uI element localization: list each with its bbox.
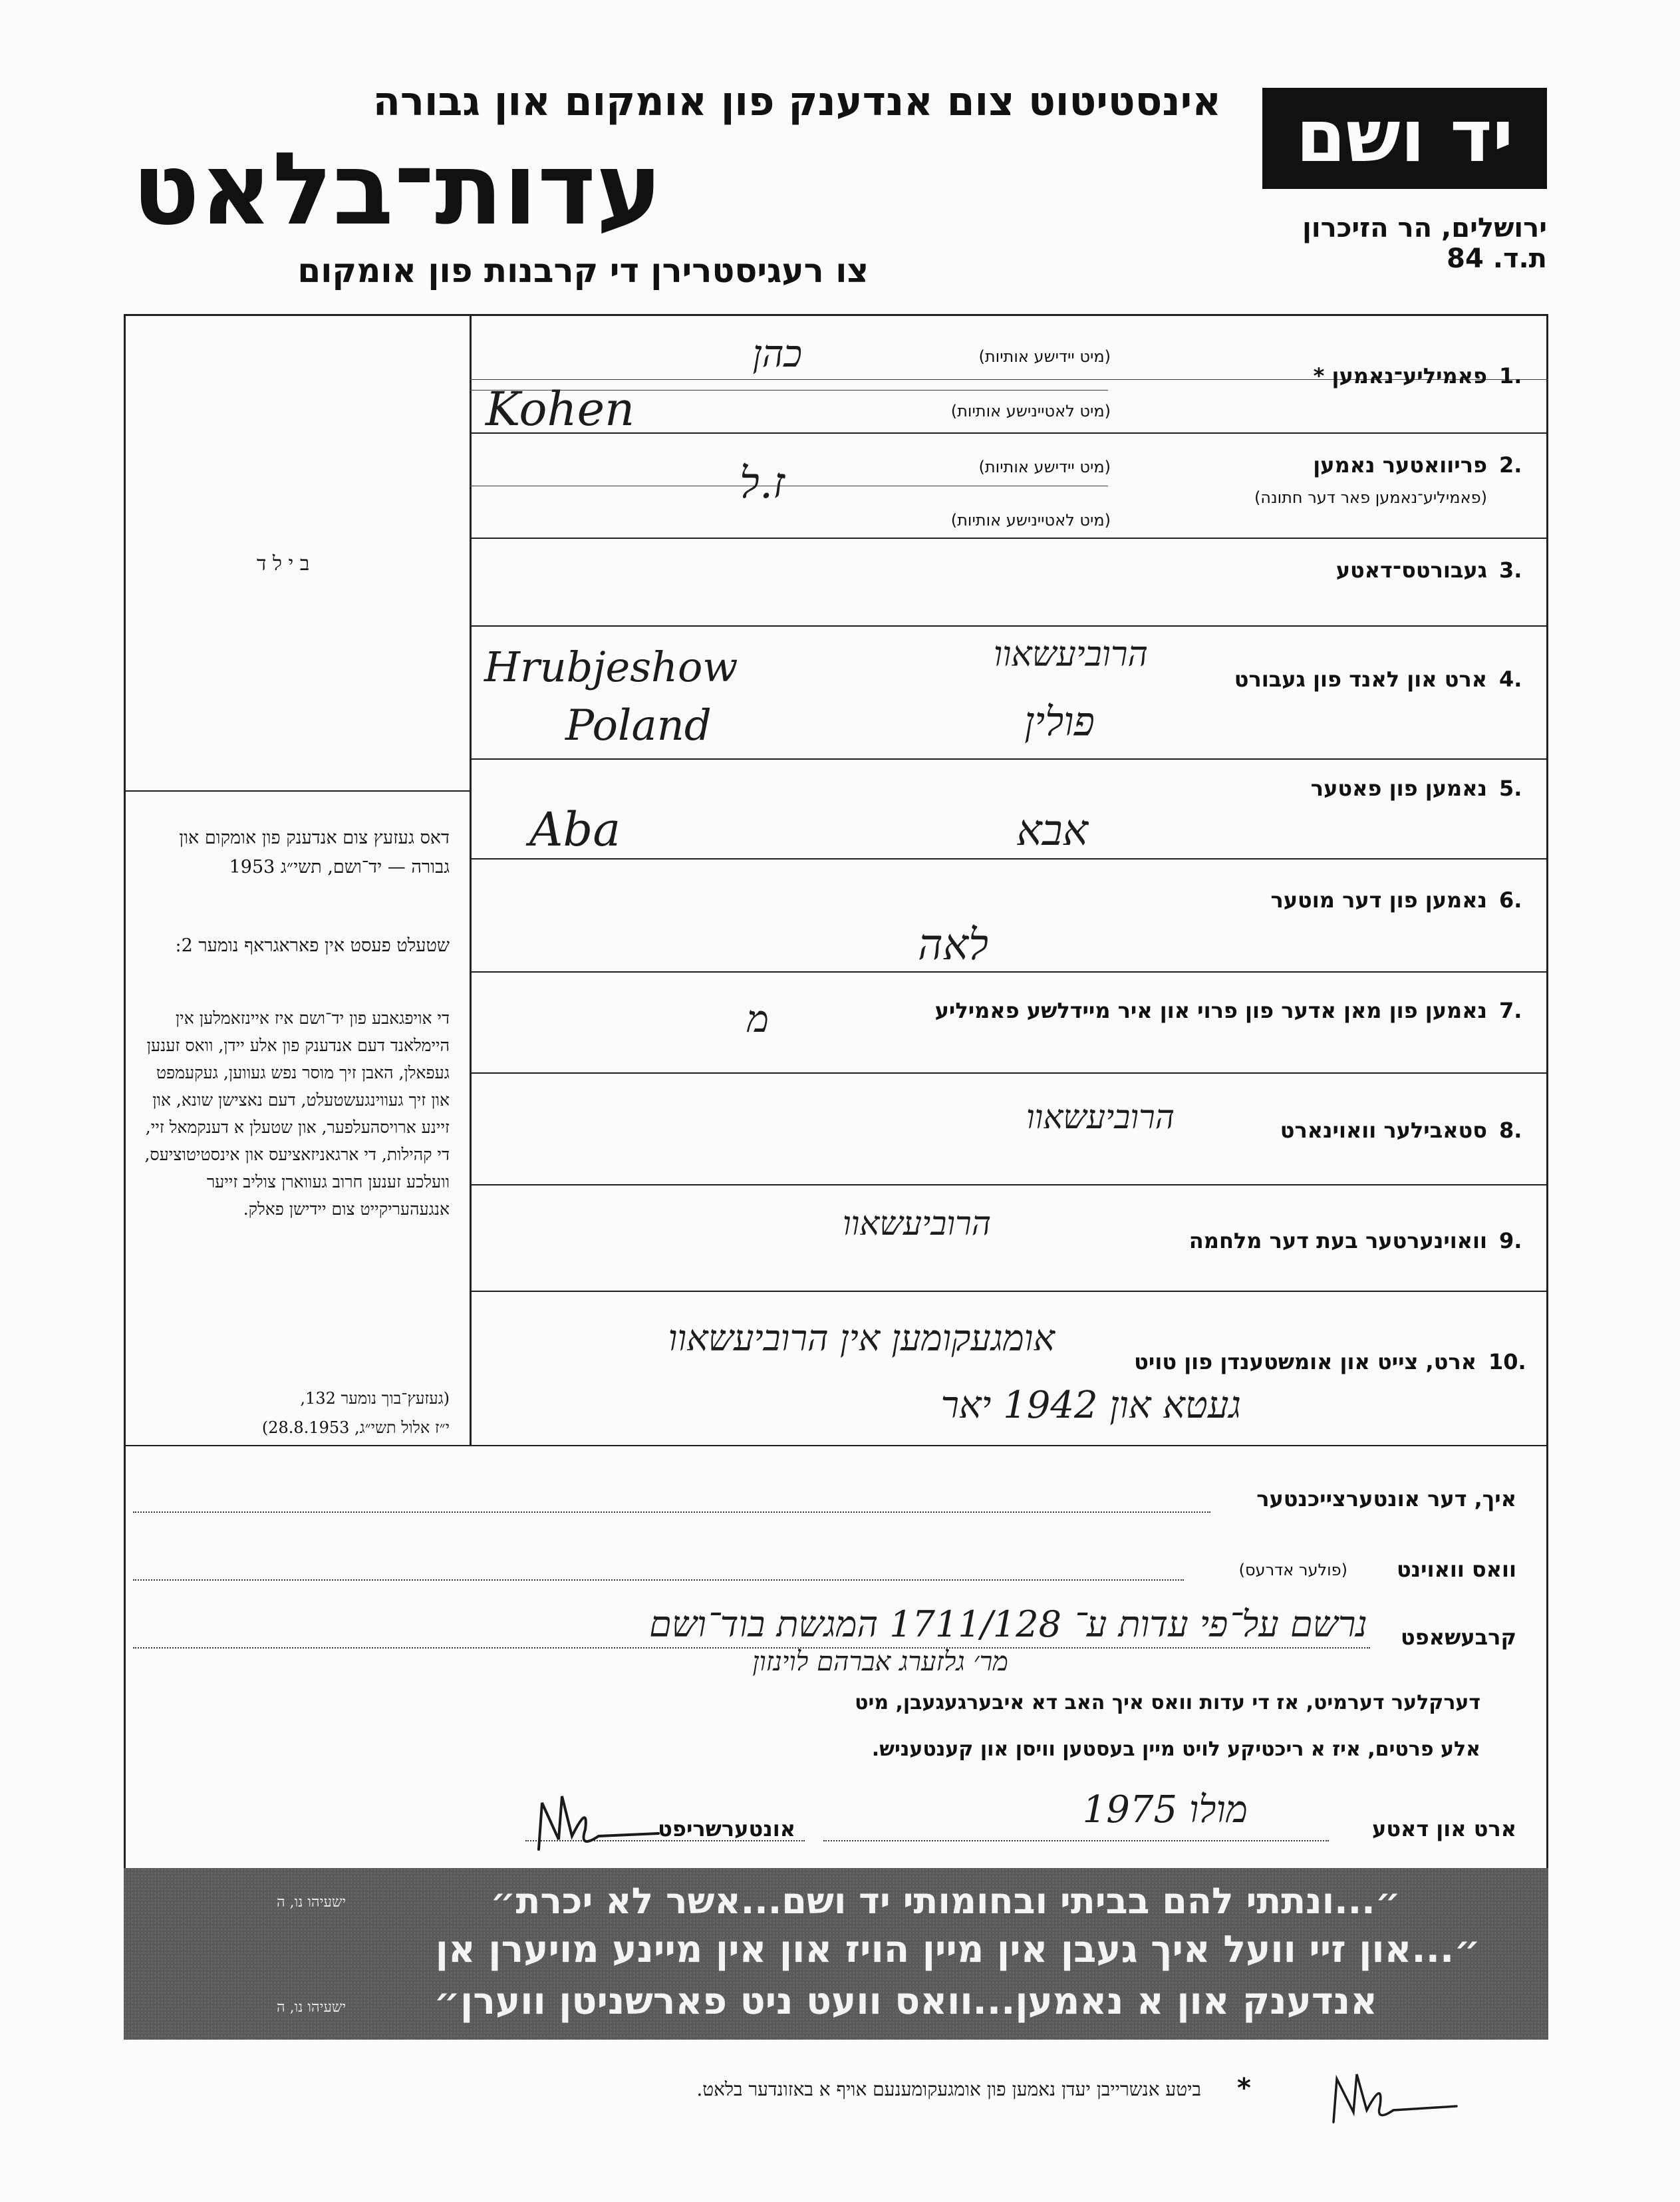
logo-text: יד ושם xyxy=(1296,95,1514,178)
field-1-number: 1. xyxy=(1499,363,1522,389)
field-8-value-hebrew[interactable]: הרוביעשאוו xyxy=(1026,1098,1175,1136)
footnote-text: ביטע אנשרייבן יעדן נאמען פון אומגעקומענעם אויף א באזונדער בלאט. xyxy=(696,2078,1201,2100)
law-para-3: די אויפגאבע פון יד־ושם איז איינזאמלען אין היימלאנד דעם אנדענק פון אלע יידן, וואס זענען געפאלן, האבן זיך מוסר נפש געווען, געקעמפט און זיך געווינגעשטעלט, דעם נאצישן שונא, און זיינע ארויסהעלפער, און שטעלן א דענקמאל זיי, די קהילות, די ארגאניזאציעס און אינסטיטוציעס, וועלכע זענען חרוב געווארן צוליב זייער אנגעהעריקייט צום יידישן פאלק. xyxy=(144,1009,450,1219)
field-10-number: 10. xyxy=(1488,1349,1526,1374)
address-line-2: ת.ד. 84 xyxy=(1447,243,1547,274)
field-4-value-hebrew-2[interactable]: פולין xyxy=(1024,699,1095,745)
field-2-yiddish-hint: (מיט יידישע אותיות) xyxy=(978,458,1111,476)
field-4-value-latin-2[interactable]: Poland xyxy=(565,701,712,750)
law-ref-1: (געזעץ־בוך נומער 132, xyxy=(300,1389,450,1408)
field-7-value-hebrew[interactable]: מ xyxy=(746,998,769,1041)
row-sep-4 xyxy=(470,758,1548,760)
field-2-label: פריוואטער נאמען xyxy=(1313,452,1487,478)
banner-line-2: ״...און זיי וועל איך געבן אין מיין הויז און אין מיינע מויערן אן xyxy=(435,1928,1480,1971)
field-5-value-latin[interactable]: Aba xyxy=(529,802,621,857)
law-ref-2: י״ז אלול תשי״ג, 28.8.1953) xyxy=(261,1418,450,1437)
relation-value-2[interactable]: מר׳ גלזערג אברהם לוינזון xyxy=(752,1647,1008,1677)
row-sep-10 xyxy=(124,1445,1548,1446)
field-1-yiddish-hint: (מיט יידישע אותיות) xyxy=(978,347,1111,366)
declaration-line-1: דערקלער דערמיט, אז די עדות וואס איך האב דא איבערגעגעבן, מיט xyxy=(855,1691,1480,1714)
form-title: עדות־בלאט xyxy=(132,132,662,247)
field-1-value-latin[interactable]: Kohen xyxy=(486,382,635,436)
relation-label: קרבעשאפט xyxy=(1401,1625,1516,1650)
field-5-value-hebrew[interactable]: אבא xyxy=(1016,806,1088,856)
field-6-value-hebrew[interactable]: לאה xyxy=(918,921,988,970)
field-8-number: 8. xyxy=(1499,1118,1522,1143)
row-sep-3 xyxy=(470,625,1548,627)
field-9-label: וואוינערטער בעת דער מלחמה xyxy=(1189,1228,1487,1253)
footnote-signature xyxy=(1324,2069,1463,2129)
photo-box-bottom xyxy=(124,790,470,792)
field-4-label: ארט און לאנד פון געבורט xyxy=(1234,667,1487,692)
banner-line-3: אנדענק און א נאמען...וואס וועט ניט פארשניטן ווערן״ xyxy=(434,1980,1377,2023)
banner-line-1: ״...ונתתי להם בביתי ובחומותי יד ושם...אשר לא יכרת״ xyxy=(490,1880,1401,1922)
law-para-1: דאס געזעץ צום אנדענק פון אומקום און גבורה — יד־ושם, תשי״ג 1953 xyxy=(179,828,450,877)
photo-label: ב י ל ד xyxy=(257,552,310,575)
field-4-number: 4. xyxy=(1499,667,1522,692)
field-1-value-hebrew[interactable]: כהן xyxy=(752,333,802,376)
relation-value[interactable]: נרשם על־פי עדות ע־ 1711/128 המגשת בוד־ושם xyxy=(649,1603,1367,1645)
field-2-number: 2. xyxy=(1499,452,1522,478)
witness-address-line[interactable] xyxy=(133,1579,1184,1581)
row-sep-5 xyxy=(470,858,1548,860)
field-6-number: 6. xyxy=(1499,887,1522,913)
field-1-latin-hint: (מיט לאטיינישע אותיות) xyxy=(950,402,1111,420)
field-3-label: געבורטס־דאטע xyxy=(1335,557,1487,583)
field-10-label: ארט, צייט און אומשטענדן פון טויט xyxy=(1134,1349,1476,1374)
signature-mark xyxy=(525,1790,678,1863)
place-date-value[interactable]: מולו 1975 xyxy=(1082,1788,1248,1831)
field-6-label: נאמען פון דער מוטער xyxy=(1270,887,1487,913)
field-8-label: סטאבילער וואוינארט xyxy=(1280,1118,1487,1143)
row-sep-2 xyxy=(470,538,1548,539)
row-sep-8 xyxy=(470,1184,1548,1185)
place-date-line[interactable] xyxy=(823,1840,1329,1841)
witness-name-label: איך, דער אונטערצייכנטער xyxy=(1256,1486,1516,1511)
field-2-note: (פאמיליע־נאמען פאר דער חתונה) xyxy=(1254,488,1487,507)
row-sep-9 xyxy=(470,1291,1548,1292)
yad-vashem-logo xyxy=(1262,88,1547,189)
field-4-value-latin[interactable]: Hrubjeshow xyxy=(484,643,738,691)
field-10-value-hebrew[interactable]: אומגעקומען אין הרוביעשאוו xyxy=(668,1317,1055,1359)
institute-title: אינסטיטוט צום אנדענק פון אומקום און גבורה xyxy=(372,79,1221,125)
witness-address-label: וואס וואוינט xyxy=(1396,1557,1516,1582)
law-para-2: שטעלט פעסט אין פאראגראף נומער 2: xyxy=(175,935,450,956)
field-5-number: 5. xyxy=(1499,776,1522,801)
place-date-label: ארט און דאטע xyxy=(1372,1816,1516,1841)
row-sep-6 xyxy=(470,971,1548,973)
relation-line[interactable] xyxy=(133,1647,1370,1649)
banner-source-1: ישעיהו נו, ה xyxy=(277,1894,347,1911)
field-5-label: נאמען פון פאטער xyxy=(1310,776,1487,801)
field-7-label: נאמען פון מאן אדער פון פרוי און איר מיידלשע פאמיליע xyxy=(934,998,1487,1023)
field-2-value-hebrew[interactable]: ז.ל xyxy=(739,459,785,508)
footnote-star: * xyxy=(1237,2073,1251,2104)
field-2-latin-hint: (מיט לאטיינישע אותיות) xyxy=(950,511,1111,530)
form-subtitle: צו רעגיסטרירן די קרבנות פון אומקום xyxy=(297,251,869,290)
field-1-label: פאמיליע־נאמען * xyxy=(1313,363,1487,389)
field-7-number: 7. xyxy=(1499,998,1522,1023)
field-9-value-hebrew[interactable]: הרוביעשאוו xyxy=(842,1204,991,1243)
declaration-line-2: אלע פרטים, איז א ריכטיקע לויט מיין בעסטען וויסן און קענטעניש. xyxy=(871,1738,1480,1761)
banner-source-2: ישעיהו נו, ה xyxy=(277,1999,347,2016)
address-line-1: ירושלים, הר הזיכרון xyxy=(1302,213,1547,243)
column-divider xyxy=(470,314,472,1445)
witness-name-line[interactable] xyxy=(133,1511,1210,1513)
field-9-number: 9. xyxy=(1499,1228,1522,1253)
signature-label: אונטערשריפט xyxy=(658,1816,795,1841)
row-sep-7 xyxy=(470,1072,1548,1074)
field-3-number: 3. xyxy=(1499,557,1522,583)
field-4-value-hebrew[interactable]: הרוביעשאוו xyxy=(993,635,1148,675)
witness-address-hint: (פולער אדרעס) xyxy=(1238,1561,1347,1579)
field-10-value-hebrew-2[interactable]: געטא און 1942 יאר xyxy=(940,1384,1241,1427)
